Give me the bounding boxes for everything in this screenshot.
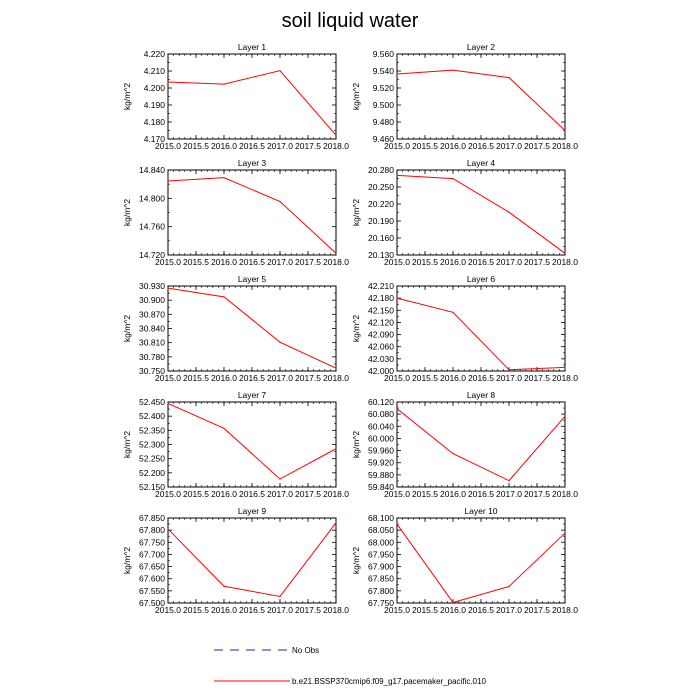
x-tick-label: 2015.5 [183, 373, 209, 383]
y-tick-label: 20.130 [368, 250, 394, 260]
y-tick-label: 52.300 [139, 439, 165, 450]
y-tick-label: 59.920 [368, 457, 394, 468]
data-point [508, 77, 509, 78]
y-axis-label: kg/m^2 [351, 198, 361, 227]
y-tick-label: 14.760 [139, 221, 165, 232]
x-tick-label: 2016.5 [239, 257, 265, 267]
data-point [396, 73, 397, 74]
y-tick-label: 4.220 [143, 49, 165, 59]
data-point [223, 428, 224, 429]
panel-title: Layer 9 [237, 506, 267, 516]
data-point [335, 522, 336, 523]
x-tick-label: 2018.0 [552, 605, 578, 615]
x-tick-label: 2015.5 [412, 605, 438, 615]
y-tick-label: 60.040 [368, 421, 394, 432]
y-tick-label: 67.750 [139, 537, 165, 548]
y-axis-label: kg/m^2 [122, 82, 132, 111]
y-tick-label: 42.210 [368, 281, 394, 291]
data-point [167, 180, 168, 181]
x-tick-label: 2016.0 [211, 373, 237, 383]
y-tick-label: 59.880 [368, 469, 394, 480]
y-tick-label: 20.250 [368, 182, 394, 192]
data-point [508, 369, 509, 370]
panel-title: Layer 8 [466, 390, 496, 400]
y-axis-label: kg/m^2 [122, 198, 132, 227]
x-tick-label: 2015.5 [412, 373, 438, 383]
panel-title: Layer 7 [237, 390, 267, 400]
y-tick-label: 4.190 [143, 100, 165, 110]
y-axis-label: kg/m^2 [351, 430, 361, 459]
figure-title: soil liquid water [281, 10, 419, 32]
x-tick-label: 2017.5 [524, 489, 550, 499]
x-tick-label: 2018.0 [323, 257, 349, 267]
y-tick-label: 60.080 [368, 409, 394, 420]
panel-title: Layer 2 [466, 42, 496, 52]
y-tick-label: 67.650 [139, 561, 165, 572]
x-tick-label: 2016.5 [468, 257, 494, 267]
data-point [223, 83, 224, 84]
y-tick-label: 60.000 [368, 433, 394, 444]
y-tick-label: 67.900 [368, 561, 394, 572]
y-tick-label: 42.120 [368, 317, 394, 328]
x-tick-label: 2017.0 [496, 141, 522, 151]
series-line [168, 71, 336, 136]
x-tick-label: 2017.5 [295, 373, 321, 383]
x-tick-label: 2016.0 [440, 605, 466, 615]
x-tick-label: 2018.0 [323, 605, 349, 615]
y-tick-label: 67.600 [139, 573, 165, 584]
data-point [279, 596, 280, 597]
data-point [564, 253, 565, 254]
y-tick-label: 52.150 [139, 482, 165, 492]
panel-layer-4 [351, 158, 578, 267]
series-line [397, 409, 565, 481]
y-tick-label: 68.050 [368, 525, 394, 536]
data-point [396, 523, 397, 524]
x-tick-label: 2018.0 [323, 373, 349, 383]
y-tick-label: 20.280 [368, 165, 394, 175]
x-tick-label: 2017.0 [267, 141, 293, 151]
data-point [223, 586, 224, 587]
x-tick-label: 2016.5 [239, 605, 265, 615]
data-point [396, 175, 397, 176]
data-point [279, 342, 280, 343]
y-tick-label: 42.030 [368, 353, 394, 364]
x-tick-label: 2017.0 [496, 489, 522, 499]
y-axis-label: kg/m^2 [122, 430, 132, 459]
x-tick-label: 2015.5 [412, 257, 438, 267]
y-tick-label: 9.540 [372, 66, 394, 76]
y-tick-label: 68.100 [368, 513, 394, 523]
data-point [452, 453, 453, 454]
y-tick-label: 67.550 [139, 585, 165, 596]
y-tick-label: 42.060 [368, 341, 394, 352]
x-tick-label: 2015.0 [155, 489, 181, 499]
panel-title: Layer 6 [466, 274, 496, 284]
y-tick-label: 30.900 [139, 295, 165, 306]
x-tick-label: 2017.5 [524, 141, 550, 151]
data-point [223, 177, 224, 178]
y-tick-label: 30.930 [139, 281, 165, 291]
y-tick-label: 52.200 [139, 467, 165, 478]
y-tick-label: 20.160 [368, 233, 394, 243]
y-tick-label: 52.450 [139, 397, 165, 407]
panel-layer-6 [351, 274, 578, 383]
data-point [279, 478, 280, 479]
x-tick-label: 2018.0 [552, 489, 578, 499]
data-point [508, 212, 509, 213]
x-tick-label: 2018.0 [552, 257, 578, 267]
x-tick-label: 2016.5 [468, 373, 494, 383]
y-tick-label: 9.560 [372, 49, 394, 59]
y-tick-label: 42.090 [368, 329, 394, 340]
x-tick-label: 2016.0 [211, 605, 237, 615]
x-tick-label: 2016.5 [468, 141, 494, 151]
y-tick-label: 30.810 [139, 337, 165, 348]
x-tick-label: 2016.0 [211, 141, 237, 151]
x-tick-label: 2018.0 [323, 489, 349, 499]
x-tick-label: 2017.5 [295, 257, 321, 267]
x-tick-label: 2017.0 [496, 373, 522, 383]
x-tick-label: 2015.5 [412, 489, 438, 499]
y-tick-label: 52.400 [139, 411, 165, 422]
y-tick-label: 59.840 [368, 482, 394, 492]
x-tick-label: 2017.0 [267, 373, 293, 383]
data-point [452, 602, 453, 603]
plot-frame [397, 54, 565, 139]
y-tick-label: 42.150 [368, 305, 394, 316]
data-point [452, 178, 453, 179]
data-point [167, 528, 168, 529]
plot-frame [397, 286, 565, 371]
series-line [168, 178, 336, 254]
x-tick-label: 2015.0 [155, 257, 181, 267]
panel-title: Layer 4 [466, 158, 496, 168]
plot-frame [168, 518, 336, 603]
legend-model-label: b.e21.BSSP370cmip6.f09_g17.pacemaker_pacific.010 [292, 677, 486, 686]
series-line [168, 523, 336, 597]
x-tick-label: 2015.0 [384, 257, 410, 267]
x-tick-label: 2016.0 [211, 489, 237, 499]
data-point [396, 408, 397, 409]
panel-layer-5 [122, 274, 349, 383]
y-tick-label: 42.180 [368, 293, 394, 304]
y-tick-label: 67.850 [139, 513, 165, 523]
x-tick-label: 2015.5 [183, 141, 209, 151]
y-tick-label: 20.190 [368, 216, 394, 226]
data-point [564, 130, 565, 131]
legend-obs-label: No Obs [292, 646, 320, 655]
y-tick-label: 42.000 [368, 366, 394, 376]
y-tick-label: 67.800 [368, 585, 394, 596]
x-tick-label: 2015.5 [183, 257, 209, 267]
x-tick-label: 2018.0 [552, 141, 578, 151]
x-tick-label: 2017.5 [295, 489, 321, 499]
x-tick-label: 2017.5 [524, 257, 550, 267]
series-line [397, 524, 565, 602]
series-line [397, 298, 565, 370]
y-tick-label: 30.870 [139, 309, 165, 320]
plot-frame [168, 170, 336, 255]
panel-grid [122, 42, 578, 615]
panel-layer-2 [351, 42, 578, 151]
x-tick-label: 2016.5 [239, 373, 265, 383]
x-tick-label: 2015.0 [384, 141, 410, 151]
y-tick-label: 14.840 [139, 165, 165, 175]
data-point [335, 448, 336, 449]
y-tick-label: 30.840 [139, 323, 165, 334]
data-point [452, 312, 453, 313]
x-tick-label: 2017.5 [295, 605, 321, 615]
y-tick-label: 9.500 [372, 100, 394, 110]
data-point [508, 586, 509, 587]
x-tick-label: 2015.0 [384, 373, 410, 383]
y-tick-label: 9.520 [372, 83, 394, 93]
data-point [279, 201, 280, 202]
x-tick-label: 2017.0 [496, 605, 522, 615]
panel-layer-10 [351, 506, 578, 615]
series-line [397, 175, 565, 253]
y-tick-label: 59.960 [368, 445, 394, 456]
y-tick-label: 67.500 [139, 598, 165, 608]
y-tick-label: 9.480 [372, 117, 394, 127]
plot-frame [397, 170, 565, 255]
y-axis-label: kg/m^2 [122, 314, 132, 343]
plot-frame [168, 286, 336, 371]
data-point [167, 403, 168, 404]
y-tick-label: 20.220 [368, 199, 394, 209]
y-axis-label: kg/m^2 [351, 82, 361, 111]
y-tick-label: 4.210 [143, 66, 165, 76]
y-tick-label: 68.000 [368, 537, 394, 548]
y-axis-label: kg/m^2 [122, 546, 132, 575]
series-line [168, 288, 336, 368]
y-tick-label: 67.700 [139, 549, 165, 560]
panel-title: Layer 1 [237, 42, 267, 52]
y-tick-label: 67.850 [368, 573, 394, 584]
x-tick-label: 2016.5 [239, 489, 265, 499]
panel-layer-7 [122, 390, 349, 499]
panel-layer-1 [122, 42, 349, 151]
panel-layer-8 [351, 390, 578, 499]
y-tick-label: 14.720 [139, 250, 165, 260]
panel-title: Layer 5 [237, 274, 267, 284]
data-point [335, 135, 336, 136]
data-point [564, 367, 565, 368]
plot-frame [168, 54, 336, 139]
data-point [452, 70, 453, 71]
x-tick-label: 2017.0 [267, 489, 293, 499]
x-tick-label: 2016.0 [440, 489, 466, 499]
y-tick-label: 52.350 [139, 425, 165, 436]
y-tick-label: 67.800 [139, 525, 165, 536]
data-point [396, 298, 397, 299]
x-tick-label: 2016.0 [440, 257, 466, 267]
y-axis-label: kg/m^2 [351, 546, 361, 575]
data-point [508, 480, 509, 481]
panel-layer-3 [122, 158, 349, 267]
y-tick-label: 67.750 [368, 598, 394, 608]
y-tick-label: 67.950 [368, 549, 394, 560]
data-point [167, 81, 168, 82]
x-tick-label: 2016.5 [468, 489, 494, 499]
x-tick-label: 2016.5 [239, 141, 265, 151]
x-tick-label: 2017.5 [524, 605, 550, 615]
data-point [167, 288, 168, 289]
x-tick-label: 2018.0 [323, 141, 349, 151]
legend [214, 646, 486, 686]
data-point [279, 70, 280, 71]
y-tick-label: 52.250 [139, 453, 165, 464]
y-tick-label: 30.780 [139, 351, 165, 362]
y-tick-label: 30.750 [139, 366, 165, 376]
panel-title: Layer 10 [464, 506, 498, 516]
y-tick-label: 4.180 [143, 117, 165, 127]
panel-title: Layer 3 [237, 158, 267, 168]
data-point [564, 532, 565, 533]
panel-layer-9 [122, 506, 349, 615]
x-tick-label: 2015.0 [155, 373, 181, 383]
y-tick-label: 9.460 [372, 134, 394, 144]
plot-frame [397, 518, 565, 603]
y-tick-label: 14.800 [139, 193, 165, 204]
data-point [223, 296, 224, 297]
x-tick-label: 2018.0 [552, 373, 578, 383]
y-tick-label: 4.170 [143, 134, 165, 144]
data-point [335, 368, 336, 369]
y-axis-label: kg/m^2 [351, 314, 361, 343]
x-tick-label: 2015.0 [384, 605, 410, 615]
x-tick-label: 2015.5 [183, 489, 209, 499]
series-line [168, 403, 336, 479]
x-tick-label: 2017.0 [267, 605, 293, 615]
x-tick-label: 2017.0 [496, 257, 522, 267]
x-tick-label: 2017.5 [295, 141, 321, 151]
y-tick-label: 4.200 [143, 83, 165, 93]
x-tick-label: 2015.0 [155, 605, 181, 615]
data-point [564, 416, 565, 417]
x-tick-label: 2015.0 [384, 489, 410, 499]
y-tick-label: 60.120 [368, 397, 394, 407]
x-tick-label: 2016.0 [440, 141, 466, 151]
data-point [335, 253, 336, 254]
x-tick-label: 2015.5 [183, 605, 209, 615]
x-tick-label: 2016.5 [468, 605, 494, 615]
x-tick-label: 2017.0 [267, 257, 293, 267]
x-tick-label: 2015.5 [412, 141, 438, 151]
x-tick-label: 2016.0 [211, 257, 237, 267]
series-line [397, 70, 565, 130]
x-tick-label: 2015.0 [155, 141, 181, 151]
x-tick-label: 2016.0 [440, 373, 466, 383]
x-tick-label: 2017.5 [524, 373, 550, 383]
